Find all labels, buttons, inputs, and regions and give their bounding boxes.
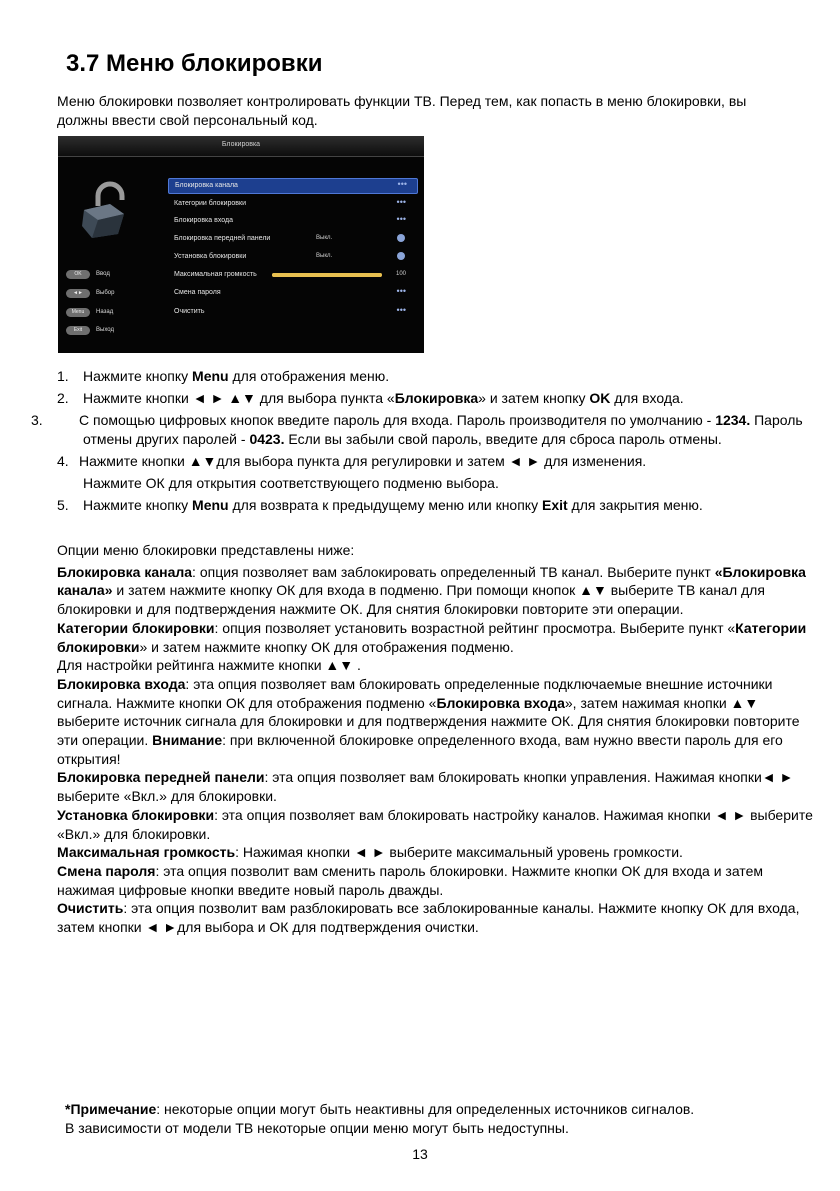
option-clear: Очистить: эта опция позволит вам разблокировать все заблокированные каналы. Нажмите кнопку ОК для входа, затем кнопки ◄ ►для выбора и ОК для подтверждения очистки. — [57, 900, 800, 936]
legend-label: Выбор — [96, 290, 115, 296]
volume-value: 100 — [395, 271, 406, 277]
submenu-dots-icon: ••• — [396, 214, 406, 224]
option-max-volume: Максимальная громкость: Нажимая кнопки ◄ ► выберите максимальный уровень громкости. — [57, 844, 683, 861]
volume-slider-fill — [272, 273, 382, 277]
tv-menu-item-label: Блокировка входа — [174, 217, 233, 224]
steps-list — [31, 367, 817, 518]
submenu-dots-icon: ••• — [396, 305, 406, 315]
option-input-lock: Блокировка входа: эта опция позволяет вам блокировать определенные подключаемые внешние источники сигнала. Нажмите кнопки ОК для отображения подменю «Блокировка входа», затем нажимая кнопки ▲▼ выберите источник сигнала для блокировки и для подтверждения нажмите ОК. Для снятия блокировки повторите эти операции. Внимание: при включенной блокировке определенного входа, вам нужно ввести пароль для его открытия! — [57, 675, 800, 767]
ok-key-icon: OK — [66, 270, 90, 279]
step-4-continued: Нажмите ОК для открытия соответствующего подменю выбора. — [83, 475, 499, 491]
tv-menu-item-label: Блокировка передней панели — [174, 235, 271, 242]
option-install-lock: Установка блокировки: эта опция позволяет вам блокировать настройку каналов. Нажимая кнопки ◄ ► выберите «Вкл.» для блокировки. — [57, 806, 813, 842]
volume-slider[interactable] — [272, 273, 382, 277]
step-5: 5. Нажмите кнопку Menu для возврата к предыдущему меню или кнопку Exit для закрытия меню. — [57, 497, 703, 513]
option-category-lock-rating: Для настройки рейтинга нажмите кнопки ▲▼ . — [57, 657, 361, 674]
toggle-icon — [397, 252, 405, 260]
legend-label: Назад — [96, 309, 114, 315]
arrows-key-icon: ◄► — [66, 289, 90, 298]
step-4: 4. Нажмите кнопки ▲▼для выбора пункта для регулировки и затем ◄ ► для изменения. — [57, 453, 647, 469]
step-1: 1. Нажмите кнопку Menu для отображения меню. — [57, 368, 390, 384]
intro-paragraph: Меню блокировки позволяет контролировать функции ТВ. Перед тем, как попасть в меню блокировки, вы должны ввести свой персональный код. — [57, 93, 747, 128]
options-lead: Опции меню блокировки представлены ниже: — [57, 542, 355, 558]
padlock-icon — [80, 180, 132, 238]
tv-menu-item-clear[interactable] — [168, 305, 416, 319]
footnote-line-1: *Примечание: некоторые опции могут быть неактивны для определенных источников сигналов. — [65, 1101, 695, 1117]
tv-menu-item-install-lock[interactable] — [168, 250, 416, 264]
tv-menu-item-label: Установка блокировки — [174, 253, 247, 260]
tv-menu-header — [58, 136, 424, 157]
tv-menu-item-input-lock[interactable] — [168, 214, 416, 228]
footnote — [65, 1100, 805, 1138]
tv-menu-item-channel-lock[interactable] — [168, 178, 418, 194]
step-3: 3. С помощью цифровых кнопок введите пароль для входа. Пароль производителя по умолчанию - 1234. Пароль отмены других паролей - 0423. Если вы забыли свой пароль, введите для сброса пароль отмены. — [31, 412, 803, 447]
tv-menu-item-label: Категории блокировки — [174, 200, 246, 207]
footnote-line-2: В зависимости от модели ТВ некоторые опции меню могут быть недоступны. — [65, 1120, 569, 1136]
tv-menu-item-label: Блокировка канала — [175, 182, 238, 189]
tv-menu-item-label: Максимальная громкость — [174, 271, 257, 278]
option-front-panel-lock: Блокировка передней панели: эта опция позволяет вам блокировать кнопки управления. Нажимая кнопки◄ ► выберите «Вкл.» для блокировки. — [57, 769, 794, 805]
tv-menu-item-max-volume[interactable] — [168, 268, 416, 282]
options-description — [57, 541, 817, 937]
tv-menu-item-value: Выкл. — [316, 235, 333, 241]
legend-label: Ввод — [96, 271, 110, 277]
option-change-password: Смена пароля: эта опция позволит вам сменить пароль блокировки. Нажмите кнопки ОК для входа и затем нажимая цифровые кнопки введите новый пароль дважды. — [57, 862, 763, 898]
submenu-dots-icon: ••• — [396, 286, 406, 296]
tv-menu-item-label: Смена пароля — [174, 289, 221, 296]
page-number: 13 — [412, 1146, 428, 1162]
tv-menu-item-front-panel-lock[interactable] — [168, 232, 416, 246]
tv-menu-item-label: Очистить — [174, 308, 205, 315]
exit-key-icon: Exit — [66, 326, 90, 335]
tv-menu-title: Блокировка — [221, 141, 261, 148]
step-2: 2. Нажмите кнопки ◄ ► ▲▼ для выбора пункта «Блокировка» и затем кнопку OK для входа. — [57, 390, 684, 406]
option-channel-lock: Блокировка канала: опция позволяет вам заблокировать определенный ТВ канал. Выберите пункт «Блокировка канала» и затем нажмите кнопку ОК для входа в подменю. При помощи кнопок ▲▼ выберите ТВ канал для блокировки и для подтверждения нажмите ОК. Для снятия блокировки повторите эти операции. — [57, 563, 806, 618]
submenu-dots-icon: ••• — [396, 197, 406, 207]
tv-menu-item-category-lock[interactable] — [168, 197, 416, 211]
menu-key-icon: Menu — [66, 308, 90, 317]
toggle-icon — [397, 234, 405, 242]
option-category-lock: Категории блокировки: опция позволяет установить возрастной рейтинг просмотра. Выберите пункт «Категории блокировки» и затем нажмите кнопку ОК для отображения подменю. — [57, 619, 807, 655]
submenu-dots-icon: ••• — [397, 179, 407, 189]
tv-menu-item-change-password[interactable] — [168, 286, 416, 300]
tv-lock-menu-screenshot — [58, 136, 424, 353]
page-title: 3.7 Меню блокировки — [66, 50, 323, 77]
tv-menu-item-value: Выкл. — [316, 253, 333, 259]
legend-label: Выход — [96, 327, 114, 333]
